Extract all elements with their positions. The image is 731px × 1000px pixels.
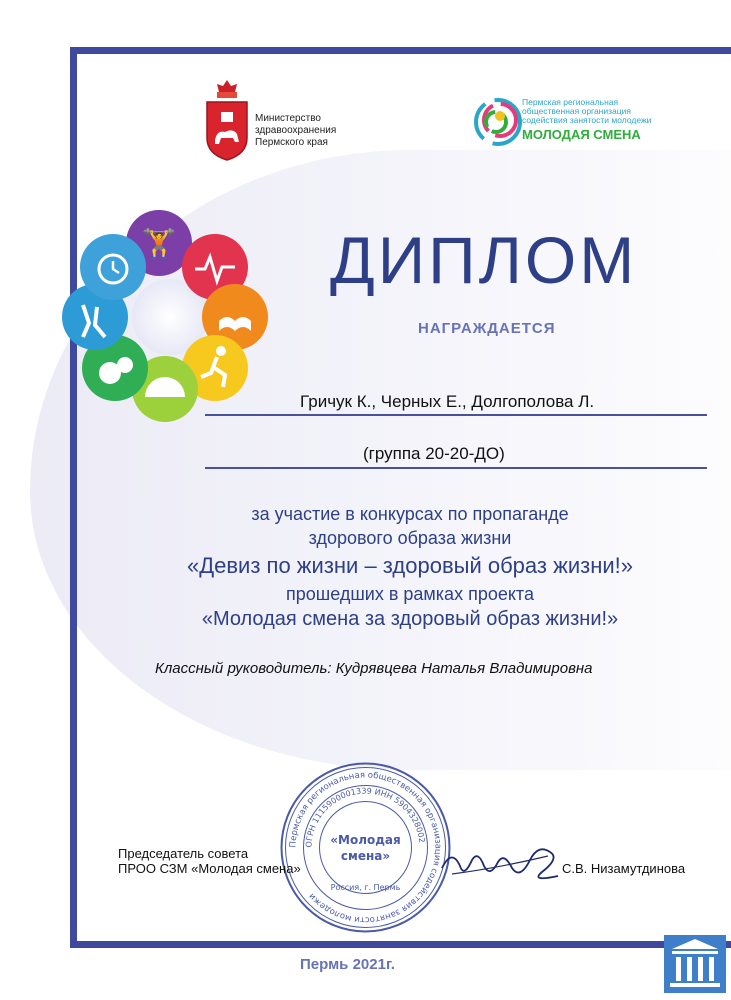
org-line2: общественная организация xyxy=(522,106,631,116)
recipients-names: Гричук К., Черных Е., Долгополова Л. xyxy=(300,392,595,411)
org-block xyxy=(470,92,680,152)
body-line1: за участие в конкурсах по пропаганде xyxy=(251,504,569,524)
organization-stamp xyxy=(278,760,453,935)
teacher-line: Классный руководитель: Кудрявцева Наталья Владимировна xyxy=(155,660,593,677)
handwritten-signature xyxy=(438,838,568,888)
stamp-center-line1: «Молодая xyxy=(330,833,401,847)
frame-top-border xyxy=(70,47,731,54)
signer-name: С.В. Низамутдинова xyxy=(562,861,686,876)
chair-line1: Председатель совета xyxy=(118,846,249,861)
org-line1: Пермская региональная xyxy=(522,97,619,107)
molodaya-smena-logo-icon xyxy=(470,92,528,150)
stamp-ring-text: Пермская региональная общественная организация содействия занятости молодежи xyxy=(288,770,443,925)
city-year: Пермь 2021г. xyxy=(300,956,395,973)
project-name: «Молодая смена за здоровый образ жизни!» xyxy=(201,608,619,630)
frame-bottom-border xyxy=(70,941,731,948)
chair-block xyxy=(118,846,301,876)
stamp-bottom-text: Россия, г. Пермь xyxy=(330,883,401,892)
health-flower-graphic xyxy=(55,205,285,425)
frame-left-border xyxy=(70,47,77,948)
org-name: МОЛОДАЯ СМЕНА xyxy=(522,127,641,142)
ministry-line3: Пермского края xyxy=(255,137,328,148)
ministry-line2: здравоохранения xyxy=(255,125,337,136)
diploma-body xyxy=(105,502,715,632)
org-line3: содействия занятости молодежи xyxy=(522,115,652,125)
ministry-text xyxy=(255,113,336,149)
stamp-inner-ring: ОГРН 1115900001339 ИНН 5904328002 xyxy=(304,786,427,848)
body-line3: прошедших в рамках проекта xyxy=(286,584,534,604)
group-label: (группа 20-20-ДО) xyxy=(363,444,505,463)
award-label: НАГРАЖДАЕТСЯ xyxy=(418,320,556,337)
perm-coat-of-arms-icon xyxy=(203,78,251,162)
group-underline xyxy=(205,467,707,469)
chair-line2: ПРОО СЗМ «Молодая смена» xyxy=(118,861,301,876)
diploma-title: ДИПЛОМ xyxy=(330,223,638,297)
contest-name: «Девиз по жизни – здоровый образ жизни!» xyxy=(187,553,633,578)
college-logo-icon xyxy=(664,935,726,993)
ministry-line1: Министерство xyxy=(255,113,321,124)
stamp-center-line2: смена» xyxy=(340,849,391,863)
body-line2: здорового образа жизни xyxy=(308,528,512,548)
dumbbell-icon: 🏋 xyxy=(141,227,177,260)
ministry-block xyxy=(203,78,363,162)
recipients-underline xyxy=(205,414,707,416)
